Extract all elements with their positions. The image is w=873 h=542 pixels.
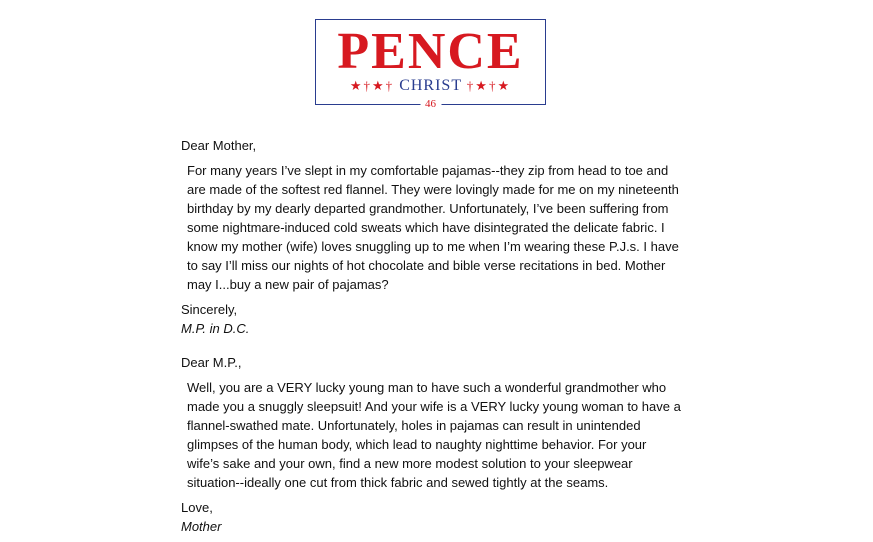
logo-subtitle-row	[316, 77, 545, 95]
logo-left-decoration: ★†★†	[349, 78, 395, 93]
letter-salutation: Dear Mother,	[181, 138, 257, 153]
letter-signature: Mother	[181, 519, 222, 534]
letter-closing: Sincerely,	[181, 302, 238, 317]
letter-from-mother	[181, 353, 681, 536]
letter-from-mp	[181, 136, 681, 338]
logo-subtitle: CHRIST	[399, 77, 462, 94]
logo-number: 46	[420, 98, 441, 110]
logo-title: PENCE	[337, 23, 524, 80]
letter-closing: Love,	[181, 500, 213, 515]
letter-signature: M.P. in D.C.	[181, 321, 250, 336]
letter-body: Well, you are a VERY lucky young man to have such a wonderful grandmother who made you a snuggly sleepsuit! And your wife is a VERY lucky young woman to have a flannel-swathed mate. Unfortunately, holes in pajamas can result in unintended glimpses of the human body, which lead to naughty nighttime behavior. For your wife’s sake and your own, find a new more modest solution to your sleepwear situation--ideally one cut from thick fabric and sewed tightly at the seams.	[187, 380, 681, 490]
logo-right-decoration: †★†★	[466, 78, 512, 93]
campaign-logo	[315, 19, 546, 110]
letter-body: For many years I’ve slept in my comfortable pajamas--they zip from head to toe and are made of the softest red flannel. They were lovingly made for me on my nineteenth birthday by my dearly departed grandmother. Unfortunately, I’ve been suffering from some nightmare-induced cold sweats which have disintegrated the delicate fabric. I know my mother (wife) loves snuggling up to me when I’m wearing these P.J.s. I have to say I’ll miss our nights of hot chocolate and bible verse recitations in bed. Mother may I...buy a new pair of pajamas?	[187, 163, 679, 292]
letter-salutation: Dear M.P.,	[181, 355, 242, 370]
